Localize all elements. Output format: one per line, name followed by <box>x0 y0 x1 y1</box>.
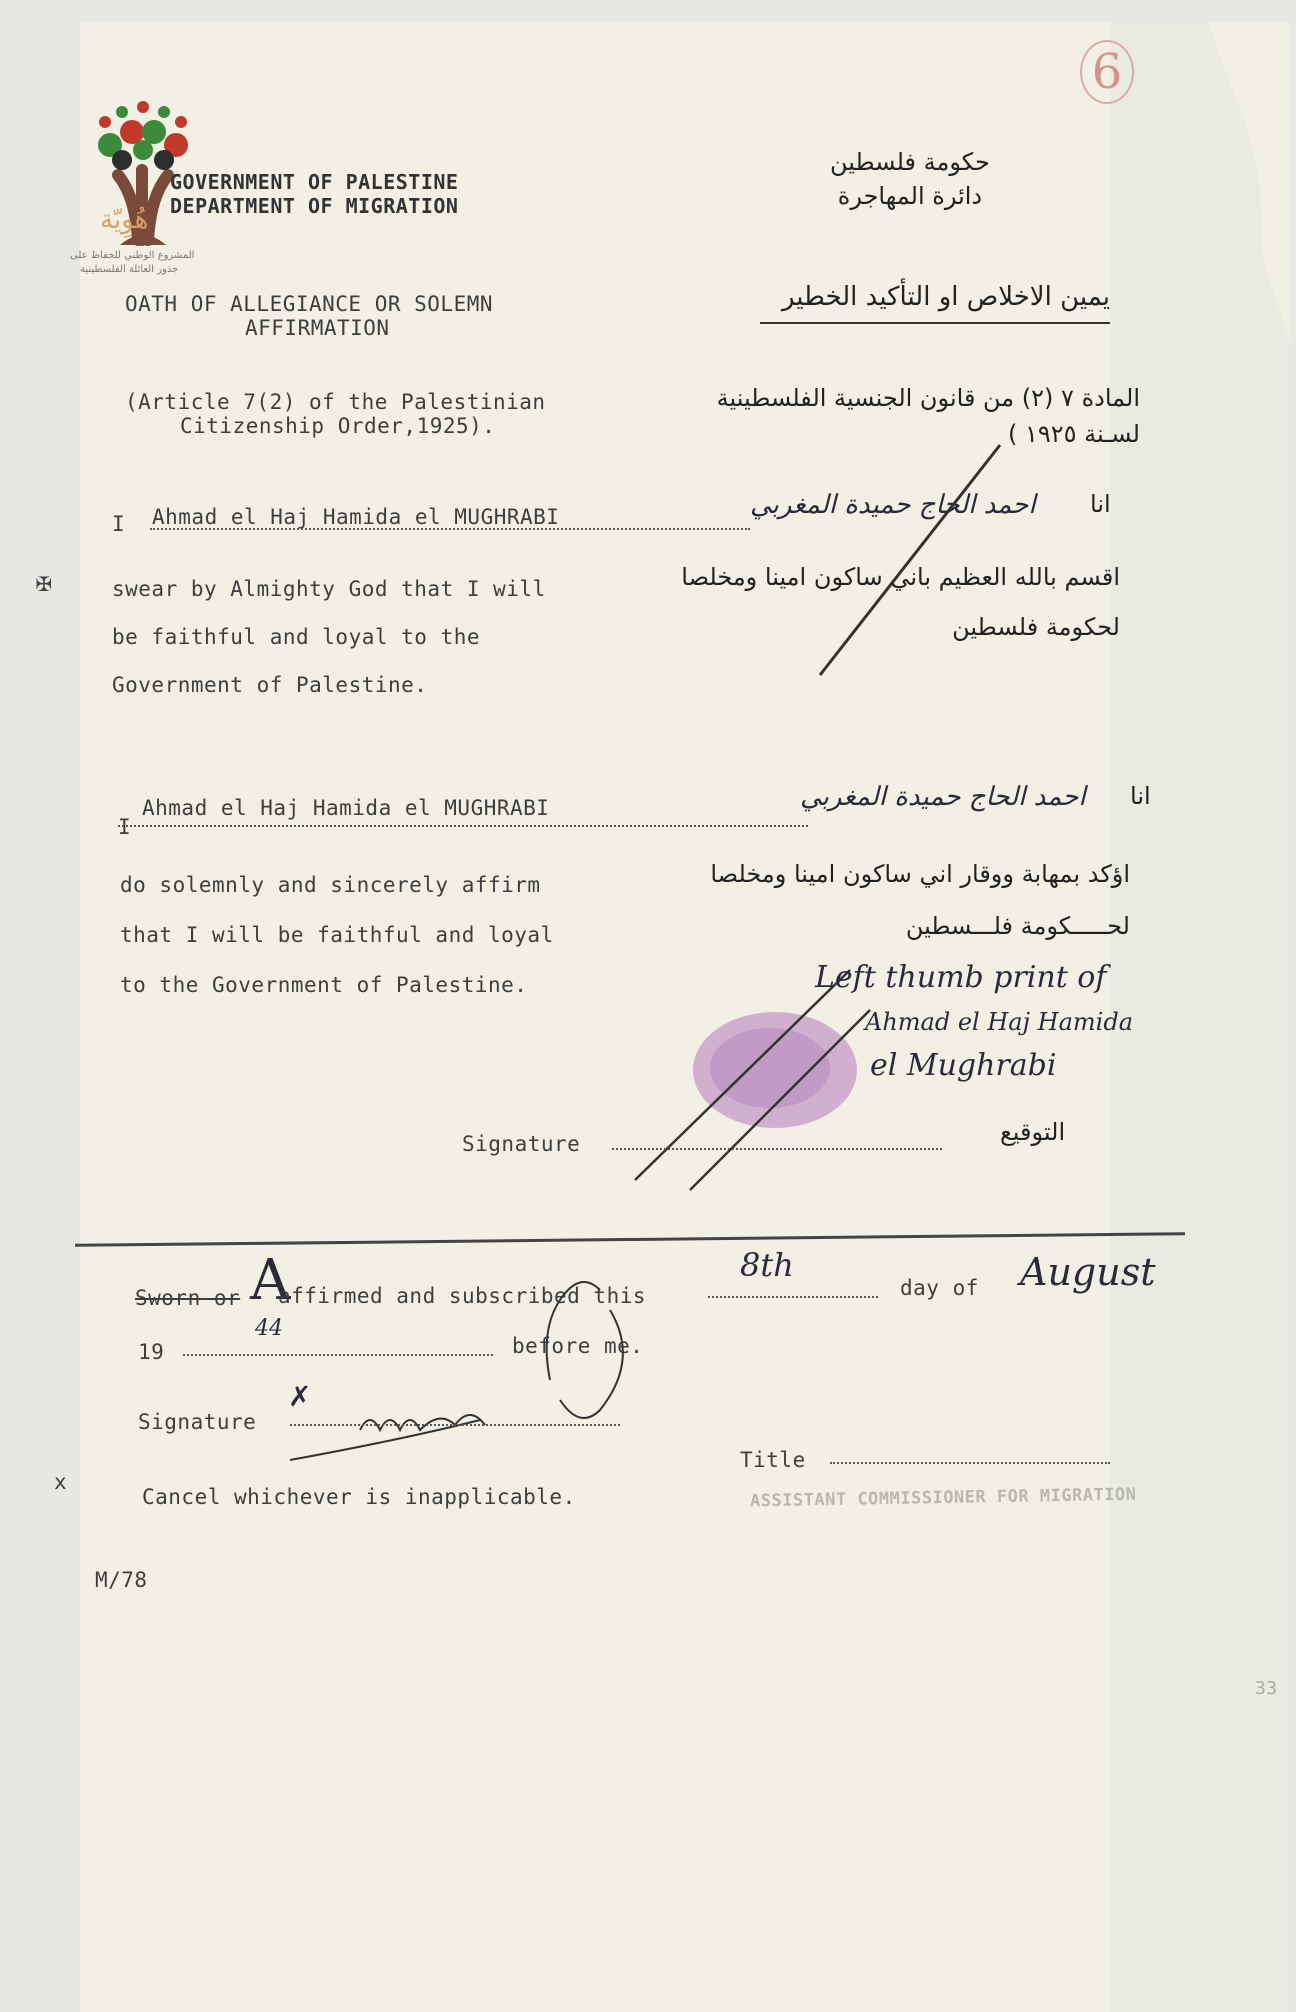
department-label-ar: دائرة المهاجرة <box>837 182 983 210</box>
affirm-line-1: do solemnly and sincerely affirm <box>120 873 541 897</box>
oath-line-1: swear by Almighty God that I will <box>112 577 546 601</box>
edge-mark: 33 <box>1255 1678 1278 1699</box>
affirm-i-label: I <box>118 815 132 839</box>
x-mark-icon: ✗ <box>288 1380 312 1413</box>
signature-dotted-line <box>612 1148 942 1150</box>
oath-ar-line-1: اقسم بالله العظيم باني ساكون امينا ومخلصا <box>681 563 1120 591</box>
article-line-1: (Article 7(2) of the Palestinian <box>125 390 546 414</box>
logo-tagline-1: المشروع الوطني للحفاظ على <box>70 250 195 261</box>
handwritten-line-1: Left thumb print of <box>815 960 1107 995</box>
form-title-line-2: AFFIRMATION <box>245 316 390 340</box>
form-title <box>125 292 493 340</box>
form-number: M/78 <box>95 1568 148 1592</box>
page-number-circle: 6 <box>1080 40 1134 104</box>
officer-signature-strokes <box>280 1260 640 1470</box>
affirm-ar-line-1: اؤكد بمهابة ووقار اني ساكون امينا ومخلصا <box>710 860 1130 888</box>
title-dotted-line <box>830 1462 1110 1464</box>
oath-i-label: I <box>112 512 126 536</box>
sworn-or-text: Sworn or <box>135 1286 241 1310</box>
signature-label-ar: التوقيع <box>1000 1118 1066 1146</box>
form-title-line-1: OATH OF ALLEGIANCE OR SOLEMN <box>125 292 494 316</box>
oath-text-en <box>112 565 546 709</box>
oath-name-ar: احمد الحاج حميدة المغربي <box>750 490 1036 520</box>
signature-area <box>620 900 1220 1220</box>
article-ar-line-2: لسـنة ١٩٢٥ ) <box>1007 420 1140 448</box>
affirm-name-dotted-line <box>118 825 808 827</box>
officer-signature-label: Signature <box>138 1410 257 1434</box>
day-dotted-line <box>708 1296 878 1298</box>
footnote-text: Cancel whichever is inapplicable. <box>142 1485 576 1509</box>
officer-signature-dotted-line <box>290 1424 620 1426</box>
affirm-line-3: to the Government of Palestine. <box>120 973 528 997</box>
before-me-text: before me. <box>512 1334 644 1358</box>
month-value: August <box>1020 1250 1156 1294</box>
form-title-ar: يمين الاخلاص او التأكيد الخطير <box>760 282 1110 324</box>
oath-ar-line-2: لحكومة فلسطين <box>952 613 1120 641</box>
affirmed-subscribed-text: affirmed and subscribed this <box>278 1284 647 1308</box>
affirm-ana-ar: انا <box>1130 782 1151 810</box>
article-ar-line-1: المادة ٧ (٢) من قانون الجنسية الفلسطينية <box>716 384 1140 412</box>
margin-mark-icon: ✠ <box>36 568 52 598</box>
logo-caption: هُوِيّة <box>100 205 149 235</box>
affirm-line-2: that I will be faithful and loyal <box>120 923 554 947</box>
header-english <box>170 170 458 218</box>
day-value: 8th <box>740 1246 794 1284</box>
day-of-label: day of <box>900 1276 979 1300</box>
handwritten-line-2: Ahmad el Haj Hamida <box>865 1008 1134 1036</box>
department-label: DEPARTMENT OF MIGRATION <box>170 194 459 218</box>
oath-line-2: be faithful and loyal to the <box>112 625 481 649</box>
footnote-mark: x <box>54 1470 68 1494</box>
oath-cancel-stroke <box>800 440 1020 680</box>
header-arabic <box>830 145 990 213</box>
officer-stamp: ASSISTANT COMMISSIONER FOR MIGRATION <box>749 1484 1137 1512</box>
oath-ana-ar: انا <box>1090 490 1111 518</box>
title-label: Title <box>740 1448 806 1472</box>
oath-name-en: Ahmad el Haj Hamida el MUGHRABI <box>152 505 560 529</box>
year-prefix: 19 <box>138 1340 165 1364</box>
year-value: 44 <box>255 1316 283 1341</box>
affirm-name-ar: احمد الحاج حميدة المغربي <box>800 782 1086 812</box>
article-reference <box>125 390 546 438</box>
affirm-text-en <box>120 860 554 1010</box>
government-label-ar: حكومة فلسطين <box>830 148 990 176</box>
signature-label: Signature <box>462 1132 581 1156</box>
affirm-name-en: Ahmad el Haj Hamida el MUGHRABI <box>142 796 550 820</box>
logo-tagline-2: جذور العائلة الفلسطينية <box>80 264 179 275</box>
article-line-2: Citizenship Order,1925). <box>180 414 496 438</box>
oath-name-dotted-line <box>150 528 750 530</box>
handwritten-a-mark: A <box>250 1248 291 1313</box>
handwritten-line-3: el Mughrabi <box>870 1048 1057 1083</box>
oath-line-3: Government of Palestine. <box>112 673 428 697</box>
government-label: GOVERNMENT OF PALESTINE <box>170 170 459 194</box>
affirm-ar-line-2: لحـــــكومة فلـــسطين <box>905 912 1130 940</box>
